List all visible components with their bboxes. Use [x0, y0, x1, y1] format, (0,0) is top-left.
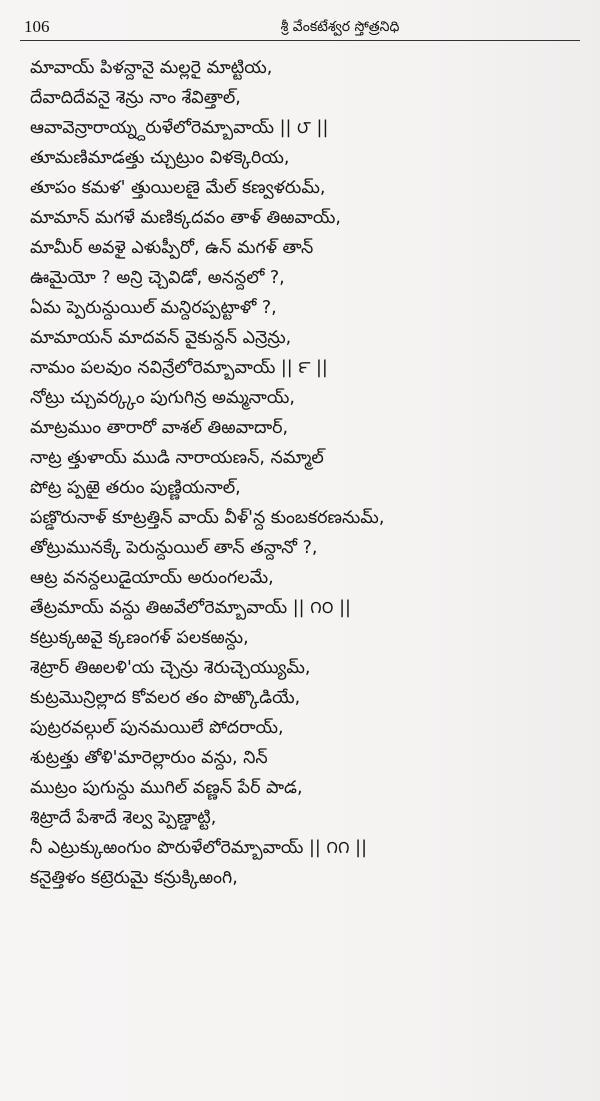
- verse-line: దేవాదిదేవనై శెన్రు నాం శేవిత్తాల్,: [30, 88, 241, 108]
- verse-line: శుట్రత్తు తోళి'మారెల్లారుం వన్దు, నిన్: [30, 748, 268, 768]
- verse-line: మావాయ్ పిళన్దానై మల్లరై మాట్టియ,: [30, 58, 273, 78]
- verse-line: మామాయన్ మాదవన్ వైకున్దన్ ఎన్రెన్రు,: [30, 328, 292, 348]
- verse-line: కనైత్తిళం కట్రెరుమై కన్రుక్కిఱంగి,: [30, 868, 238, 888]
- verse-line: నోట్రు చ్చువర్క్కం పుగుగిన్ర అమ్మనాయ్,: [30, 388, 295, 408]
- verse-line: నీ ఎట్రుక్కుఱంగుం పొరుళేలోరెమ్బావాయ్ || ౧౧ ||: [30, 838, 367, 858]
- verse-line: మామాన్ మగళే మణిక్కదవం తాళ్ తిఱవాయ్,: [30, 208, 341, 228]
- verse-line: కుట్రమొన్రిల్లాద కోవలర తం పొఱ్కొడియే,: [30, 688, 301, 708]
- verse-line: ఏమ ప్పెరున్దుయిల్ మన్దిరప్పట్టాళో ?,: [30, 298, 277, 318]
- verse-line: తోట్రుమునక్కే పెరున్దుయిల్ తాన్ తన్దానో ?,: [30, 538, 318, 558]
- verse-body: [30, 53, 585, 893]
- verse-line: ముట్రం పుగున్దు ముగిల్ వణ్ణన్ పేర్ పాడ,: [30, 778, 303, 798]
- verse-line: మామీర్ అవళై ఎళుప్పీరో, ఉన్ మగళ్ తాన్: [30, 238, 314, 258]
- verse-line: పణ్డొరునాళ్ కూట్రత్తిన్ వాయ్ వీళ్'న్ద కుంబకరణనుమ్,: [30, 508, 385, 528]
- verse-line: శిట్రాదే పేశాదే శెల్వ ప్పెణ్డాట్టి,: [30, 808, 217, 828]
- verse-line: పోట్ర ప్పఱై తరుం పుణ్ణియనాల్,: [30, 478, 241, 498]
- verse-line: కట్రుక్కఱవై క్కణంగళ్ పలకఱన్దు,: [30, 628, 249, 648]
- verse-line: పుట్రరవల్గుల్ పునమయిలే పోదరాయ్,: [30, 718, 284, 738]
- verse-line: ఊమైయో ? అన్రి చ్చెవిడో, అనన్దలో ?,: [30, 268, 285, 288]
- verse-line: ఆట్ర వనన్దలుడైయాయ్ అరుంగలమే,: [30, 568, 274, 588]
- verse-line: మాట్రముం తారారో వాశల్ తిఱవాదార్,: [30, 418, 289, 438]
- verse-line: శెట్రార్ తిఱలళి'య చ్చెన్రు శెరుచ్చెయ్యుమ్,: [30, 658, 311, 678]
- verse-line: తూపం కమళ' త్తుయిలణై మేల్ కణ్వళరుమ్,: [30, 178, 326, 198]
- page-number: 106: [24, 17, 50, 36]
- verse-line: నామం పలవుం నవిన్రేలోరెమ్బావాయ్ || ౯ ||: [30, 358, 328, 378]
- header-rule: [20, 40, 580, 41]
- verse-line: తేట్రమాయ్ వన్దు తిఱవేలోరెమ్బావాయ్ || ౧౦ ||: [30, 598, 351, 618]
- verse-line: నాట్ర త్తుళాయ్ ముడి నారాయణన్, నమ్మాల్: [30, 448, 324, 468]
- page-header: [20, 12, 580, 40]
- running-title: శ్రీ వేంకటేశ్వర స్తోత్రనిధి: [280, 19, 400, 35]
- verse-line: తూమణిమాడత్తు చ్చుట్రుం విళక్కెరియ,: [30, 148, 290, 168]
- verse-line: ఆవావెన్రారాయ్న్దరుళేలోరెమ్బావాయ్ || ౮ ||: [30, 118, 329, 138]
